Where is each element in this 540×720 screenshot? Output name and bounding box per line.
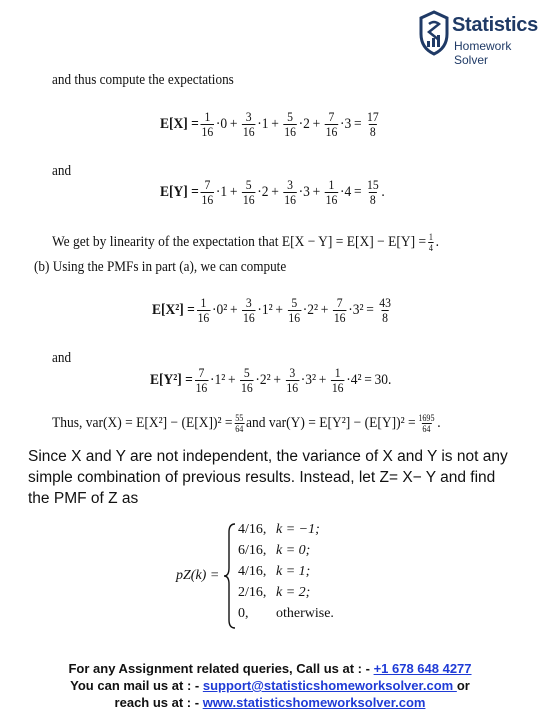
logo-emblem-icon [418,10,450,56]
pmf-row: 6/16, k = 0; [238,543,311,558]
footer-website-line: reach us at : - www.statisticshomeworksolver.com [114,695,426,710]
footer-call-line: For any Assignment related queries, Call us at : - +1 678 648 4277 [68,661,472,676]
variance-text: Thus, var(X) = E[X²] − (E[X])² = $\frac{55}{64}$ and var(Y) = E[Y²] − (E[Y])² = $\frac{1695}{64}$ . [52,413,441,434]
part-b-text: (b) Using the PMFs in part (a), we can compute [34,259,287,275]
left-brace-icon [223,522,237,630]
pmf-lhs: pZ(k) = [176,568,220,583]
intro-text: and thus compute the expectations [52,72,234,88]
pmf-row: 0, otherwise. [238,606,334,621]
equation-ex2: E[X²] = $\frac{1}{16}$ · 0² + $\frac{3}{16}$ · 1² + $\frac{5}{16}$ · 2² + $\frac{7}{16}$ · 3² = $\frac{43}{8}$ [152,295,391,325]
and-text-2: and [52,350,72,366]
pmf-row: 4/16, k = 1; [238,564,311,579]
and-text-1: and [52,163,72,179]
pmf-piecewise [176,522,376,632]
equation-ex: E[X] = $\frac{1}{16}$ · 0 + $\frac{3}{16}$ · 1 + $\frac{5}{16}$ · 2 + $\frac{7}{16}$ · 3 = $\frac{17}{8}$ [160,109,379,139]
brand-logo [414,4,538,67]
phone-link[interactable]: +1 678 648 4277 [373,661,472,676]
equation-ey: E[Y] = $\frac{7}{16}$ · 1 + $\frac{5}{16}$ · 2 + $\frac{3}{16}$ · 3 + $\frac{1}{16}$ · 4 = $\frac{15}{8}$ . [160,177,385,207]
explanation-paragraph: Since X and Y are not independent, the variance of X and Y is not any simple combination of previous results. Instead, let Z= X− Y and find the PMF of Z as [28,448,508,507]
email-link[interactable]: support@statisticshomeworksolver.com [202,678,457,693]
linearity-text: We get by linearity of the expectation that E[X − Y] = E[X] − E[Y] = $\frac{1}{4}$ . [52,232,439,253]
footer-mail-line: You can mail us at : - support@statisticshomeworksolver.com or [70,678,470,693]
logo-title: Statistics [452,14,538,36]
equation-ey2: E[Y²] = $\frac{7}{16}$ · 1² + $\frac{5}{16}$ · 2² + $\frac{3}{16}$ · 3² + $\frac{1}{16}$ · 4² = 30. [150,365,392,395]
pmf-row: 4/16, k = −1; [238,522,320,537]
pmf-row: 2/16, k = 2; [238,585,311,600]
website-link[interactable]: www.statisticshomeworksolver.com [202,695,426,710]
logo-subtitle: Homework Solver [454,39,512,67]
equation-lhs: E[X] = [160,116,199,132]
